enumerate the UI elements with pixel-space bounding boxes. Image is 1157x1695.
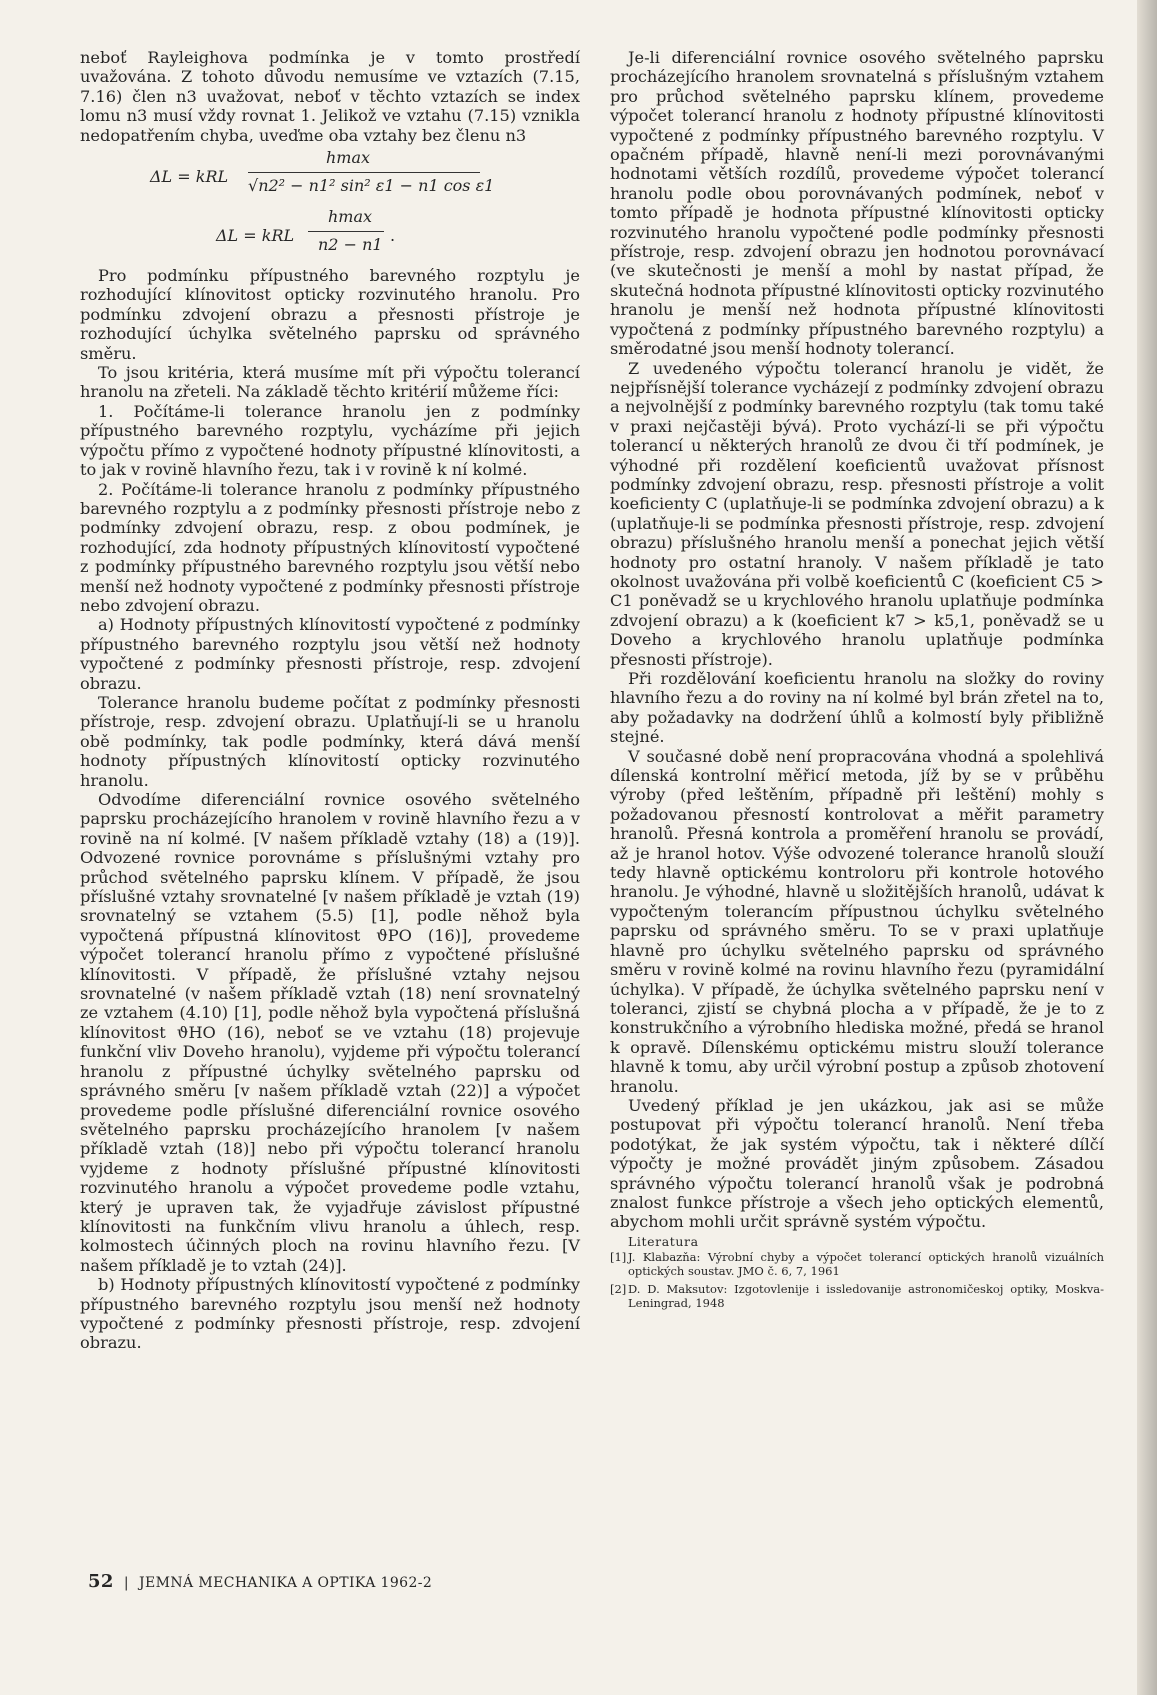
equation-1: [80, 148, 580, 202]
paragraph: Tolerance hranolu budeme počítat z podmínky přesnosti přístroje, resp. zdvojení obrazu. Uplatňují-li se u hranolu obě podmínky, tak podle podmínky, která dává menší hodnoty přípustných klínovitostí opticky rozvinutého hranolu.: [80, 692, 580, 790]
equation-lhs: ΔL = kRL: [216, 226, 295, 246]
page-footer: [88, 1571, 432, 1592]
reference-item: [610, 1251, 1104, 1278]
reference-number: [2]: [610, 1282, 627, 1297]
equation-end: .: [390, 226, 396, 246]
paragraph: a) Hodnoty přípustných klínovitostí vypočtené z podmínky přípustného barevného rozptylu jsou větší než hodnoty vypočtené z podmínky přesnosti přístroje, resp. zdvojení obrazu.: [80, 615, 580, 693]
page-gutter-shadow: [1137, 0, 1157, 1695]
equation-lhs: ΔL = kRL: [150, 167, 229, 187]
equation-numerator: hmax: [328, 207, 373, 227]
paragraph: V současné době není propracována vhodná a spolehlivá dílenská kontrolní měřicí metoda, jíž by se v průběhu výroby (před leštěním, případně při leštění) mohly s požadovanou přesností kontrolovat a měřit parametry hranolů. Přesná kontrola a proměření hranolu se provádí, až je hranol hotov. Výše odvozené tolerance hranolů slouží tedy hlavně optickému kontroloru při kontrole hotového hranolu. Je výhodné, hlavně u složitějších hranolů, udávat k vypočteným tolerancím přípustnou úchylku světelného paprsku od správného směru. To se v praxi uplatňuje hlavně pro úchylku světelného paprsku od správného směru v rovině kolmé na rovinu hlavního řezu (pyramidální úchylka). V případě, že úchylka světelného paprsku není v toleranci, zjistí se chybná plocha a v případě, že je to z konstrukčního a výrobního hlediska možné, předá se hranol k opravě. Dílenskému optickému mistru slouží tolerance hlavně k tomu, aby určil výrobní postup a způsob zhotovení hranolu.: [610, 746, 1104, 1096]
paragraph: Z uvedeného výpočtu tolerancí hranolu je vidět, že nejpřísnější tolerance vycházejí z podmínky zdvojení obrazu a nejvolnější z podmínky barevného rozptylu (tak tomu také v praxi nejčastěji bývá). Proto vychází-li se při výpočtu tolerancí u některých hranolů ze dvou či tří podmínek, je výhodné při rozdělení koeficientů uvažovat přísnost podmínky zdvojení obrazu, resp. přesnosti přístroje a volit koeficienty C (uplatňuje-li se podmínka zdvojení obrazu) a k (uplatňuje-li se podmínka přesnosti přístroje, resp. zdvojení obrazu) příslušného hranolu menší a ponechat jejich větší hodnoty pro ostatní hranoly. V našem příkladě je tato okolnost uvažována při volbě koeficientů C (koeficient C5 > C1 poněvadž se u krychlového hranolu uplatňuje podmínka zdvojení obrazu) a k (koeficient k7 > k5,1, poněvadž se u Doveho a krychlového hranolu uplatňuje podmínka přesnosti přístroje).: [610, 358, 1104, 669]
left-column: [80, 48, 580, 1353]
equation-numerator: hmax: [326, 148, 371, 168]
paragraph: Uvedený příklad je jen ukázkou, jak asi se může postupovat při výpočtu tolerancí hranolů. Není třeba podotýkat, že jak systém výpočtu, tak i některé dílčí výpočty je možné provádět jiným způsobem. Zásadou správného výpočtu tolerancí hranolů však je podrobná znalost funkce přístroje a všech jeho optických elementů, abychom mohli určit správně systém výpočtu.: [610, 1095, 1104, 1232]
reference-text: D. D. Maksutov: Izgotovlenije i issledovanije astronomičeskoj optiky, Moskva-Leningrad, 1948: [628, 1282, 1104, 1310]
reference-number: [1]: [610, 1250, 627, 1265]
footer-separator: |: [123, 1575, 129, 1591]
paragraph: Při rozdělování koeficientu hranolu na složky do roviny hlavního řezu a do roviny na ní kolmé byl brán zřetel na to, aby požadavky na dodržení úhlů a kolmostí byly přibližně stejné.: [610, 669, 1104, 747]
paragraph: Je-li diferenciální rovnice osového světelného paprsku procházejícího hranolem srovnatelná s příslušným vztahem pro průchod světelného paprsku klínem, provedeme výpočet tolerancí hranolu z hodnoty přípustné klínovitosti vypočtené z podmínky přípustného barevného rozptylu. V opačném případě, hlavně není-li mezi porovnávanými hodnotami větších rozdílů, provedeme výpočet tolerancí hranolu podle obou porovnávaných podmínek, neboť v tomto případě je hodnota přípustné klínovitosti opticky rozvinutého hranolu vypočtené podle podmínky přesnosti přístroje, resp. zdvojení obrazu jen hodnotou porovnávací (ve skutečnosti je menší a mohl by nastat případ, že skutečná hodnota přípustné klínovitosti opticky rozvinutého hranolu je menší než hodnota přípustné klínovitosti vypočtená z podmínky přípustného barevného rozptylu) a směrodatné jsou menší hodnoty tolerancí.: [610, 48, 1104, 359]
paragraph: neboť Rayleighova podmínka je v tomto prostředí uvažována. Z tohoto důvodu nemusíme ve vztazích (7.15, 7.16) člen n3 uvažovat, neboť v těchto vztazích se index lomu n3 musí vždy rovnat 1. Jelikož ve vztahu (7.15) vznikla nedopatřením chyba, uveďme oba vztahy bez členu n3: [80, 48, 580, 145]
right-column: [610, 48, 1104, 1315]
literature-title: Literatura: [628, 1233, 699, 1249]
paragraph: 2. Počítáme-li tolerance hranolu z podmínky přípustného barevného rozptylu a z podmínky přesnosti přístroje nebo z podmínky zdvojení obrazu, resp. z obou podmínek, je rozhodující, zda hodnoty přípustných klínovitostí vypočtené z podmínky přípustného barevného rozptylu jsou větší nebo menší než hodnoty vypočtené z podmínky přesnosti přístroje nebo zdvojení obrazu.: [80, 479, 580, 615]
equation-denominator: √n2² − n1² sin² ε1 − n1 cos ε1: [248, 176, 495, 196]
reference-text: J. Klabazňa: Výrobní chyby a výpočet tolerancí optických hranolů vizuálních optických soustav. JMO č. 6, 7, 1961: [628, 1250, 1104, 1278]
paragraph: Pro podmínku přípustného barevného rozptylu je rozhodující klínovitost opticky rozvinutého hranolu. Pro podmínku zdvojení obrazu a přesnosti přístroje je rozhodující úchylka světelného paprsku od správného směru.: [80, 266, 580, 363]
paragraph: Odvodíme diferenciální rovnice osového světelného paprsku procházejícího hranolem v rovině hlavního řezu a v rovině na ní kolmé. [V našem příkladě vztahy (18) a (19)]. Odvozené rovnice porovnáme s příslušnými vztahy pro průchod světelného paprsku klínem. V případě, že jsou příslušné vztahy srovnatelné [v našem příkladě je vztah (19) srovnatelný se vztahem (5.5) [1], podle něhož byla vypočtená přípustná klínovitost ϑPO (16)], provedeme výpočet tolerancí hranolu přímo z vypočtené příslušné klínovitosti. V případě, že příslušné vztahy nejsou srovnatelné (v našem příkladě vztah (18) není srovnatelný ze vztahem (4.10) [1], podle něhož byla vypočtená příslušná klínovitost ϑHO (16), neboť se ve vztahu (18) projevuje funkční vliv Doveho hranolu), vyjdeme při výpočtu tolerancí hranolu z přípustné úchylky světelného paprsku od správného směru [v našem příkladě vztah (22)] a výpočet provedeme podle příslušné diferenciální rovnice osového světelného paprsku procházejícího hranolem [v našem příkladě vztah (18)] nebo při výpočtu tolerancí hranolu vyjdeme z hodnoty příslušné přípustné klínovitosti rozvinutého hranolu a výpočet provedeme podle vztahu, který je upraven tak, že vyjadřuje závislost přípustné klínovitosti na funkčním vlivu hranolu a úhlech, resp. kolmostech účinných ploch na rovinu hlavního řezu. [V našem příkladě je to vztah (24)].: [80, 790, 580, 1275]
paragraph: b) Hodnoty přípustných klínovitostí vypočtené z podmínky přípustného barevného rozptylu jsou menší než hodnoty vypočtené z podmínky přesnosti přístroje, resp. zdvojení obrazu.: [80, 1275, 580, 1353]
equation-denominator: n2 − n1: [318, 235, 383, 255]
reference-item: [610, 1283, 1104, 1310]
equation-2: [80, 207, 580, 261]
paragraph: To jsou kritéria, která musíme mít při výpočtu tolerancí hranolu na zřeteli. Na základě těchto kritérií můžeme říci:: [80, 363, 580, 402]
journal-name: JEMNÁ MECHANIKA A OPTIKA 1962-2: [138, 1575, 433, 1591]
page-number: 52: [88, 1571, 114, 1592]
paragraph: 1. Počítáme-li tolerance hranolu jen z podmínky přípustného barevného rozptylu, vycházíme při jejich výpočtu přímo z vypočtené hodnoty přípustné klínovitosti, a to jak v rovině hlavního řezu, tak i v rovině k ní kolmé.: [80, 401, 580, 480]
fraction-line: [308, 231, 384, 232]
fraction-line: [248, 172, 480, 173]
